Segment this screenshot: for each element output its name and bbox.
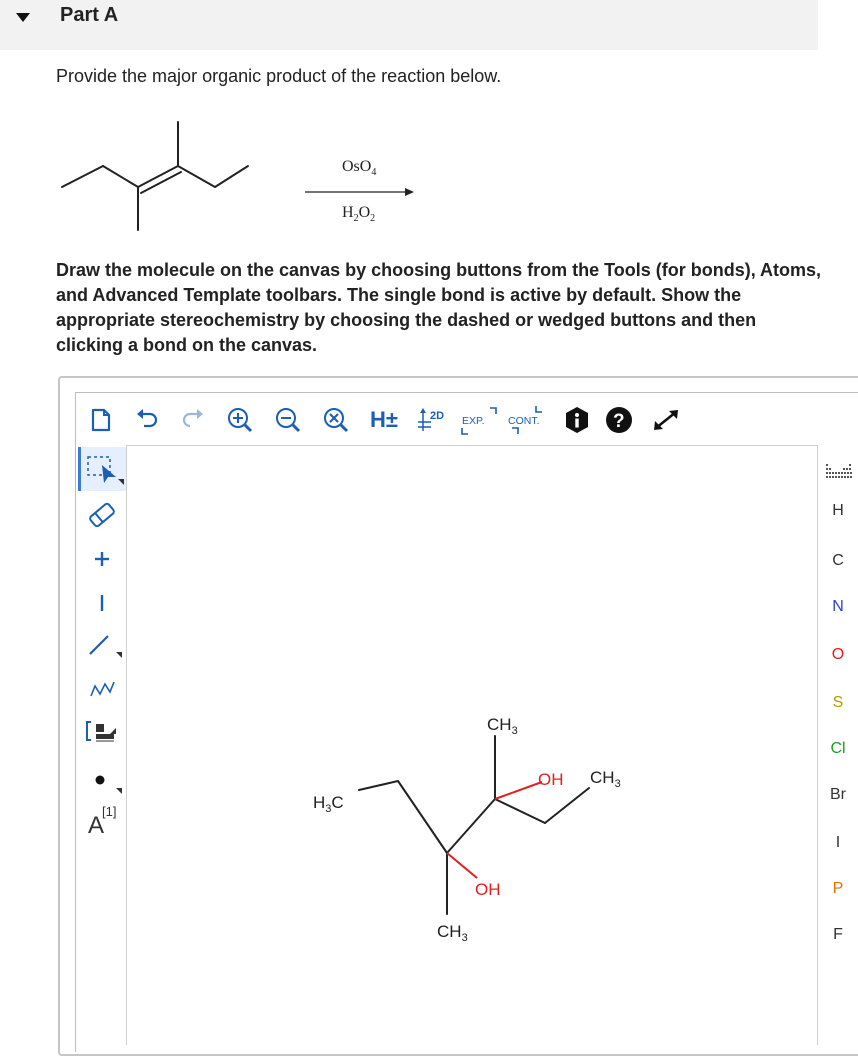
svg-text:EXP.: EXP. [462, 415, 485, 427]
svg-text:CONT.: CONT. [508, 415, 540, 427]
info-icon [564, 405, 590, 435]
fullscreen-button[interactable] [646, 398, 686, 442]
undo-icon [134, 408, 160, 432]
zoom-reset-button[interactable] [318, 398, 354, 442]
collapse-caret-icon[interactable] [14, 10, 32, 29]
chain-tool-button[interactable] [78, 669, 126, 709]
svg-text:?: ? [613, 411, 625, 432]
document-icon [89, 407, 113, 433]
left-toolbar [78, 445, 126, 1025]
atom-map-label: A [88, 812, 105, 839]
select-tool-button[interactable] [78, 447, 126, 491]
redo-icon [180, 408, 206, 432]
part-header[interactable] [0, 0, 818, 50]
chain-icon [85, 674, 119, 704]
label-oh-top: OH [538, 770, 564, 789]
contract-icon [506, 404, 550, 436]
positive-charge-button[interactable] [78, 539, 126, 579]
label-oh-bottom: OH [475, 880, 501, 899]
label-ch3-top: $CH_3$ [487, 715, 518, 737]
fullscreen-icon [651, 407, 681, 433]
redo-button[interactable] [176, 398, 210, 442]
new-document-button[interactable] [84, 398, 118, 442]
atom-button-n[interactable]: N [832, 598, 844, 615]
radical-dot-icon [82, 768, 122, 798]
toggle-hydrogens-button[interactable]: H± [370, 407, 398, 432]
atoms-toolbar [818, 445, 858, 1025]
label-h3c-left: $H_3C$ [313, 793, 344, 815]
part-title: Part A [60, 4, 119, 26]
drawing-canvas[interactable] [126, 445, 818, 1045]
rectangle-select-icon [84, 451, 124, 487]
eraser-icon [85, 500, 119, 530]
zoom-reset-icon [322, 406, 350, 434]
product-molecule [127, 446, 819, 1046]
clean-2d-icon [415, 407, 449, 433]
info-button[interactable] [560, 398, 594, 442]
atom-button-i[interactable]: I [835, 834, 841, 851]
template-tool-button[interactable] [78, 711, 126, 751]
erase-tool-button[interactable] [78, 495, 126, 535]
periodic-table-button[interactable] [818, 451, 858, 491]
periodic-table-icon [823, 459, 853, 483]
undo-button[interactable] [130, 398, 164, 442]
atom-map-button[interactable] [78, 799, 126, 845]
expand-button[interactable] [458, 398, 500, 442]
atom-button-h[interactable]: H [832, 502, 844, 519]
instructions-text: Draw the molecule on the canvas by choosing buttons from the Tools (for bonds), Atoms, and Advanced Template toolbars. The single bond is active by default. Show the appropriate stereochemistry by choosing the dashed or wedged buttons and then clicking a bond on the canvas. [56, 260, 822, 355]
atom-map-index: [1] [102, 804, 117, 819]
template-icon [82, 714, 122, 748]
atom-button-cl[interactable]: Cl [830, 740, 846, 757]
reactant-structure [0, 100, 480, 240]
zoom-out-icon [274, 406, 302, 434]
help-button[interactable] [602, 398, 636, 442]
single-bond-button[interactable] [78, 625, 126, 665]
atom-button-br[interactable]: Br [830, 786, 846, 803]
atom-button-f[interactable]: F [833, 926, 843, 943]
clean-2d-button[interactable] [414, 398, 450, 442]
radical-tool-button[interactable] [78, 763, 126, 803]
single-bond-icon [82, 628, 122, 662]
label-ch3-bottom: $CH_3$ [437, 922, 468, 944]
question-text: Provide the major organic product of the reaction below. [56, 66, 502, 86]
zoom-in-button[interactable] [222, 398, 258, 442]
atom-button-s[interactable]: S [832, 694, 844, 711]
atom-button-o[interactable]: O [831, 646, 845, 663]
svg-text:2D: 2D [430, 410, 445, 422]
label-ch3-right: $CH_3$ [590, 768, 621, 790]
reaction-arrow [305, 188, 414, 196]
top-toolbar [80, 398, 780, 442]
negative-charge-button[interactable] [78, 583, 126, 623]
reagent-h2o2: $H_2O_2$ [342, 204, 376, 225]
help-icon [605, 406, 633, 434]
plus-icon [92, 549, 112, 569]
atom-button-p[interactable]: P [832, 880, 844, 897]
contract-button[interactable] [506, 398, 550, 442]
zoom-in-icon [226, 406, 254, 434]
zoom-out-button[interactable] [270, 398, 306, 442]
expand-icon [458, 404, 500, 436]
minus-icon [92, 593, 112, 613]
atom-button-c[interactable]: C [832, 552, 844, 569]
reaction-scheme [0, 100, 480, 245]
reagent-oso4: OsO$_4$ [342, 158, 377, 179]
